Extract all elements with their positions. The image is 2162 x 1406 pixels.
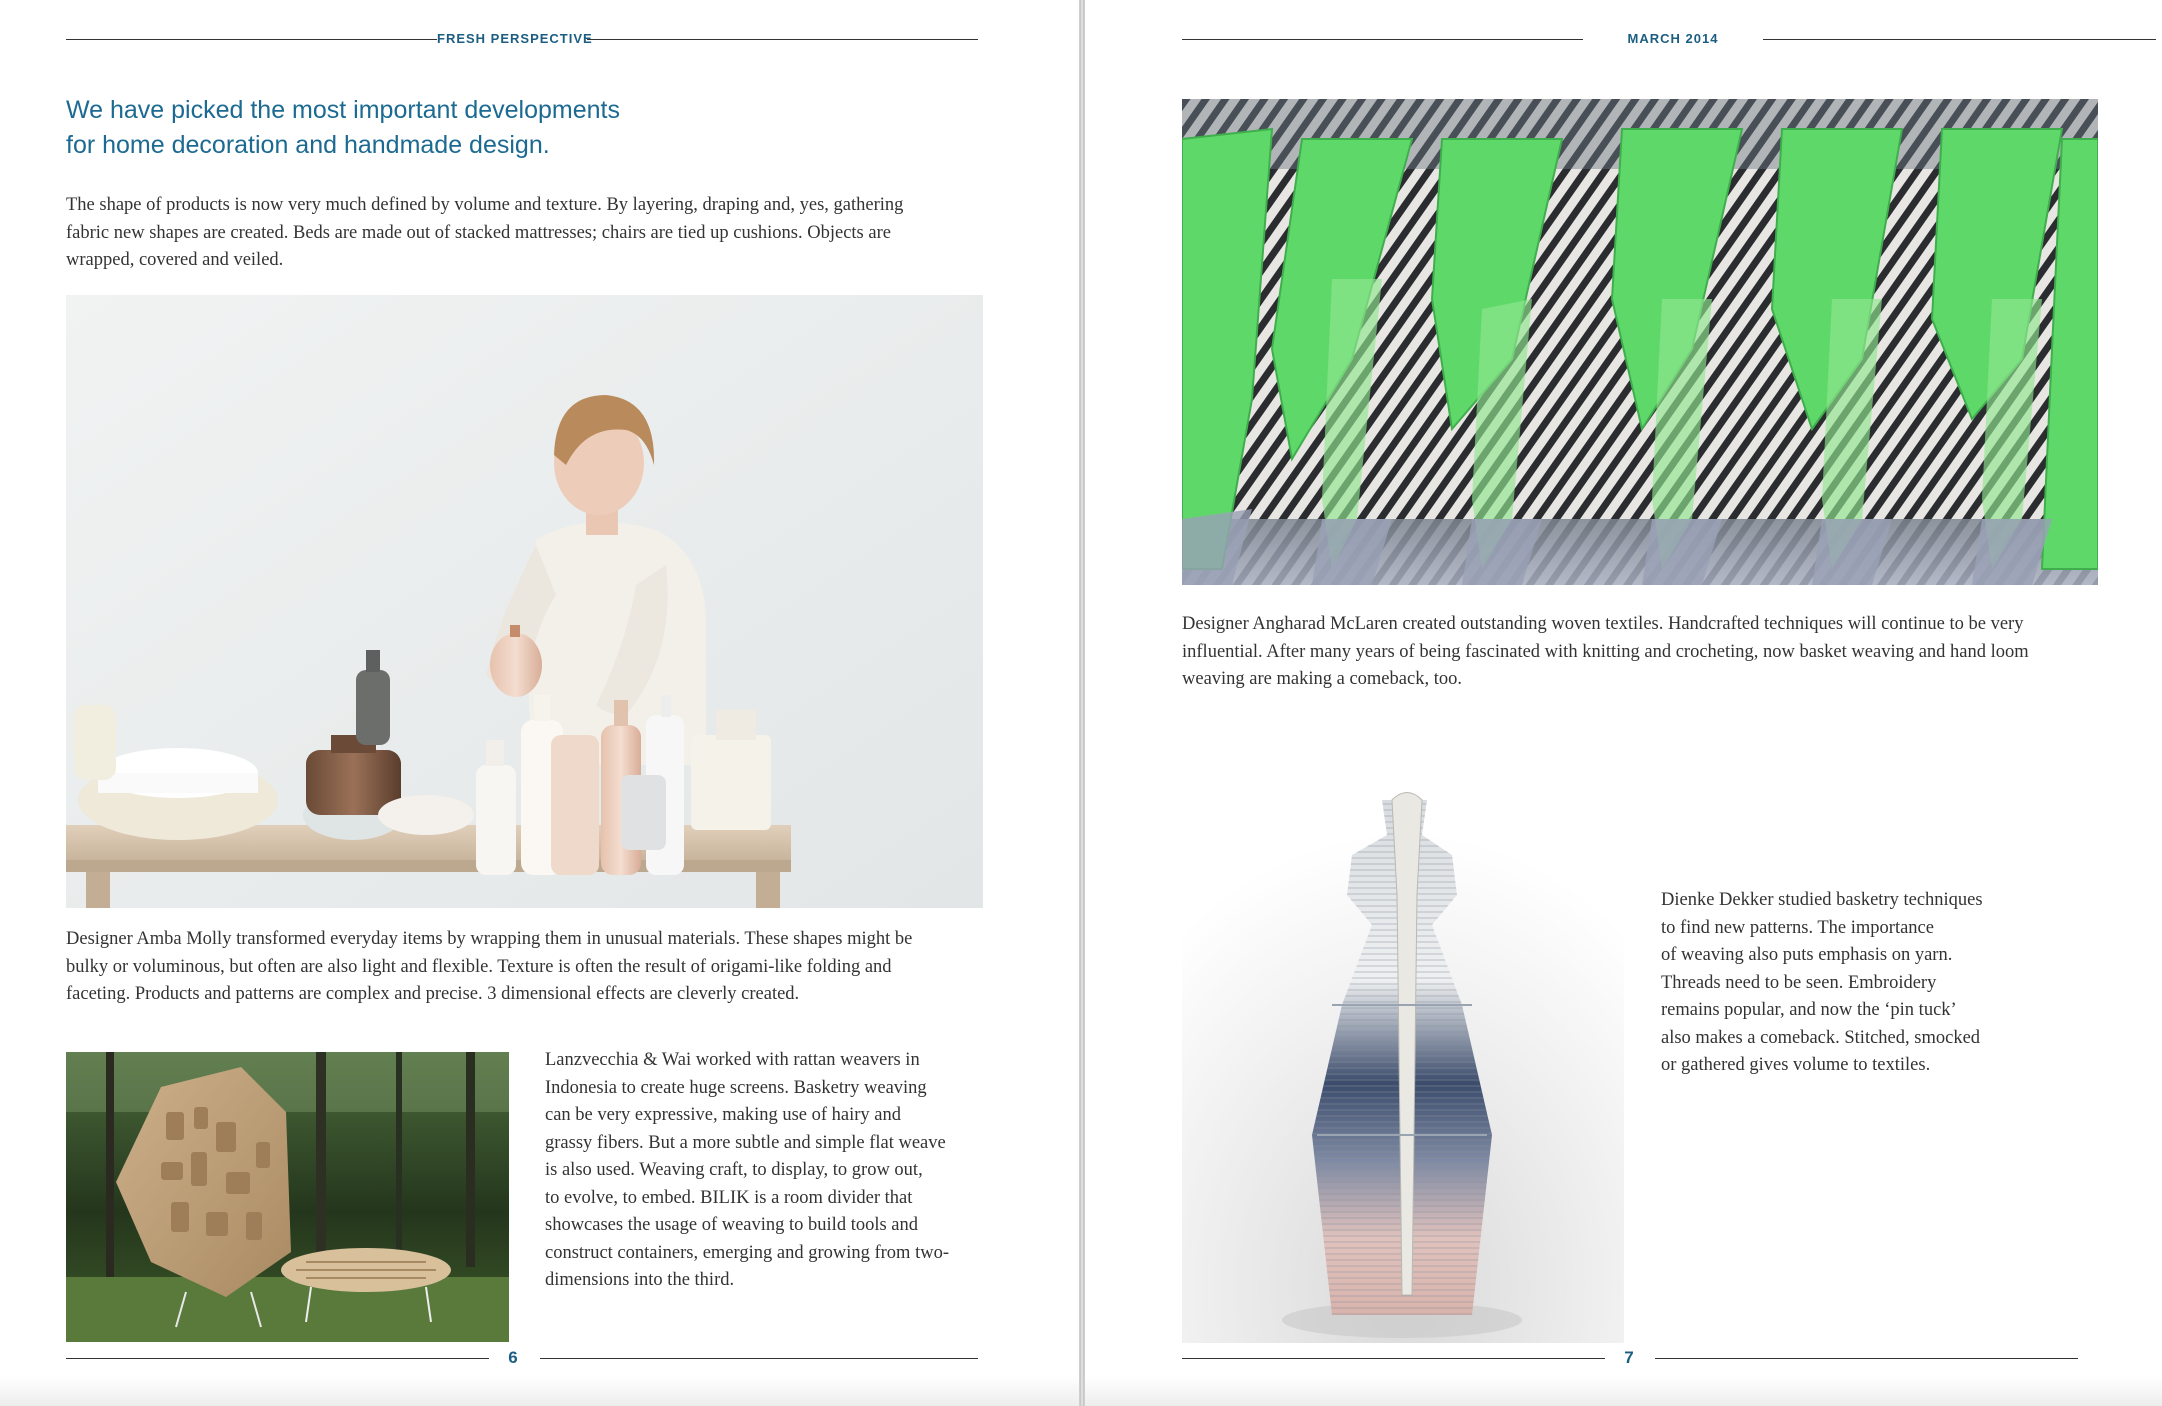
page-number: 7	[1624, 1348, 1634, 1367]
designer-table-illustration	[66, 295, 983, 908]
text-line: grassy fibers. But a more subtle and simple flat weave	[545, 1132, 946, 1153]
heading-line: We have picked the most important developments	[66, 96, 620, 124]
section-header: FRESH PERSPECTIVE	[437, 31, 593, 46]
rattan-screens-photo	[66, 1052, 509, 1342]
text-line: to evolve, to embed. BILIK is a room divider that	[545, 1187, 913, 1208]
text-line: is also used. Weaving craft, to display, to grow out,	[545, 1160, 923, 1180]
page-shadow	[1085, 1376, 2162, 1406]
text-line: to find new patterns. The importance	[1661, 917, 1934, 938]
text-line: of weaving also puts emphasis on yarn.	[1661, 945, 1953, 965]
text-line: fabric new shapes are created. Beds are made out of stacked mattresses; chairs are tied up cushions. Objects are	[66, 222, 891, 243]
text-line: Dienke Dekker studied basketry techniques	[1661, 890, 1983, 910]
woven-vessel-photo	[1182, 775, 1624, 1343]
text-line: weaving are making a comeback, too.	[1182, 669, 1462, 689]
text-line: influential. After many years of being fascinated with knitting and crocheting, now basket weaving and hand loom	[1182, 641, 2029, 662]
woven-textile-photo	[1182, 99, 2098, 585]
rattan-forest-illustration	[66, 1052, 509, 1342]
footer-rule-right	[540, 1358, 978, 1359]
footer-rule-left	[66, 1358, 489, 1359]
header-rule-right	[587, 39, 978, 40]
text-line: bulky or voluminous, but often are also light and flexible. Texture is often the result of origami-like folding and	[66, 956, 892, 977]
intro-paragraph	[66, 192, 1026, 275]
text-line: Designer Angharad McLaren created outstanding woven textiles. Handcrafted techniques will continue to be very	[1182, 614, 2024, 634]
heading-line: for home decoration and handmade design.	[66, 131, 550, 159]
angharad-mclaren-caption	[1182, 611, 2142, 694]
amba-molly-caption	[66, 926, 1026, 1009]
lanzvecchia-caption	[545, 1047, 1025, 1295]
issue-date-header: MARCH 2014	[1583, 31, 1763, 46]
text-line: faceting. Products and patterns are complex and precise. 3 dimensional effects are cleverly created.	[66, 984, 800, 1004]
designer-table-photo	[66, 295, 983, 908]
footer-rule-right	[1655, 1358, 2078, 1359]
page-shadow	[0, 1376, 1079, 1406]
text-line: Threads need to be seen. Embroidery	[1661, 972, 1937, 993]
text-line: dimensions into the third.	[545, 1270, 735, 1290]
text-line: Indonesia to create huge screens. Basketry weaving	[545, 1077, 927, 1098]
text-line: Lanzvecchia & Wai worked with rattan weavers in	[545, 1050, 920, 1070]
text-line: showcases the usage of weaving to build tools and	[545, 1215, 919, 1235]
page-number: 6	[508, 1348, 518, 1367]
text-line: construct containers, emerging and growing from two-	[545, 1242, 949, 1263]
text-line: can be very expressive, making use of hairy and	[545, 1105, 901, 1125]
text-line: or gathered gives volume to textiles.	[1661, 1055, 1931, 1075]
woven-textile-illustration	[1182, 99, 2098, 585]
page-heading	[66, 93, 966, 163]
text-line: The shape of products is now very much defined by volume and texture. By layering, draping and, yes, gathering	[66, 195, 904, 215]
header-rule-left	[66, 39, 437, 40]
text-line: also makes a comeback. Stitched, smocked	[1661, 1027, 1981, 1048]
dienke-dekker-caption	[1661, 887, 2141, 1080]
text-line: remains popular, and now the ‘pin tuck’	[1661, 1000, 1957, 1020]
woven-vessel-illustration	[1182, 775, 1624, 1343]
right-page	[1084, 0, 2162, 1406]
text-line: Designer Amba Molly transformed everyday items by wrapping them in unusual materials. These shapes might be	[66, 929, 913, 949]
left-page	[0, 0, 1080, 1406]
footer-rule-left	[1182, 1358, 1605, 1359]
text-line: wrapped, covered and veiled.	[66, 250, 284, 270]
